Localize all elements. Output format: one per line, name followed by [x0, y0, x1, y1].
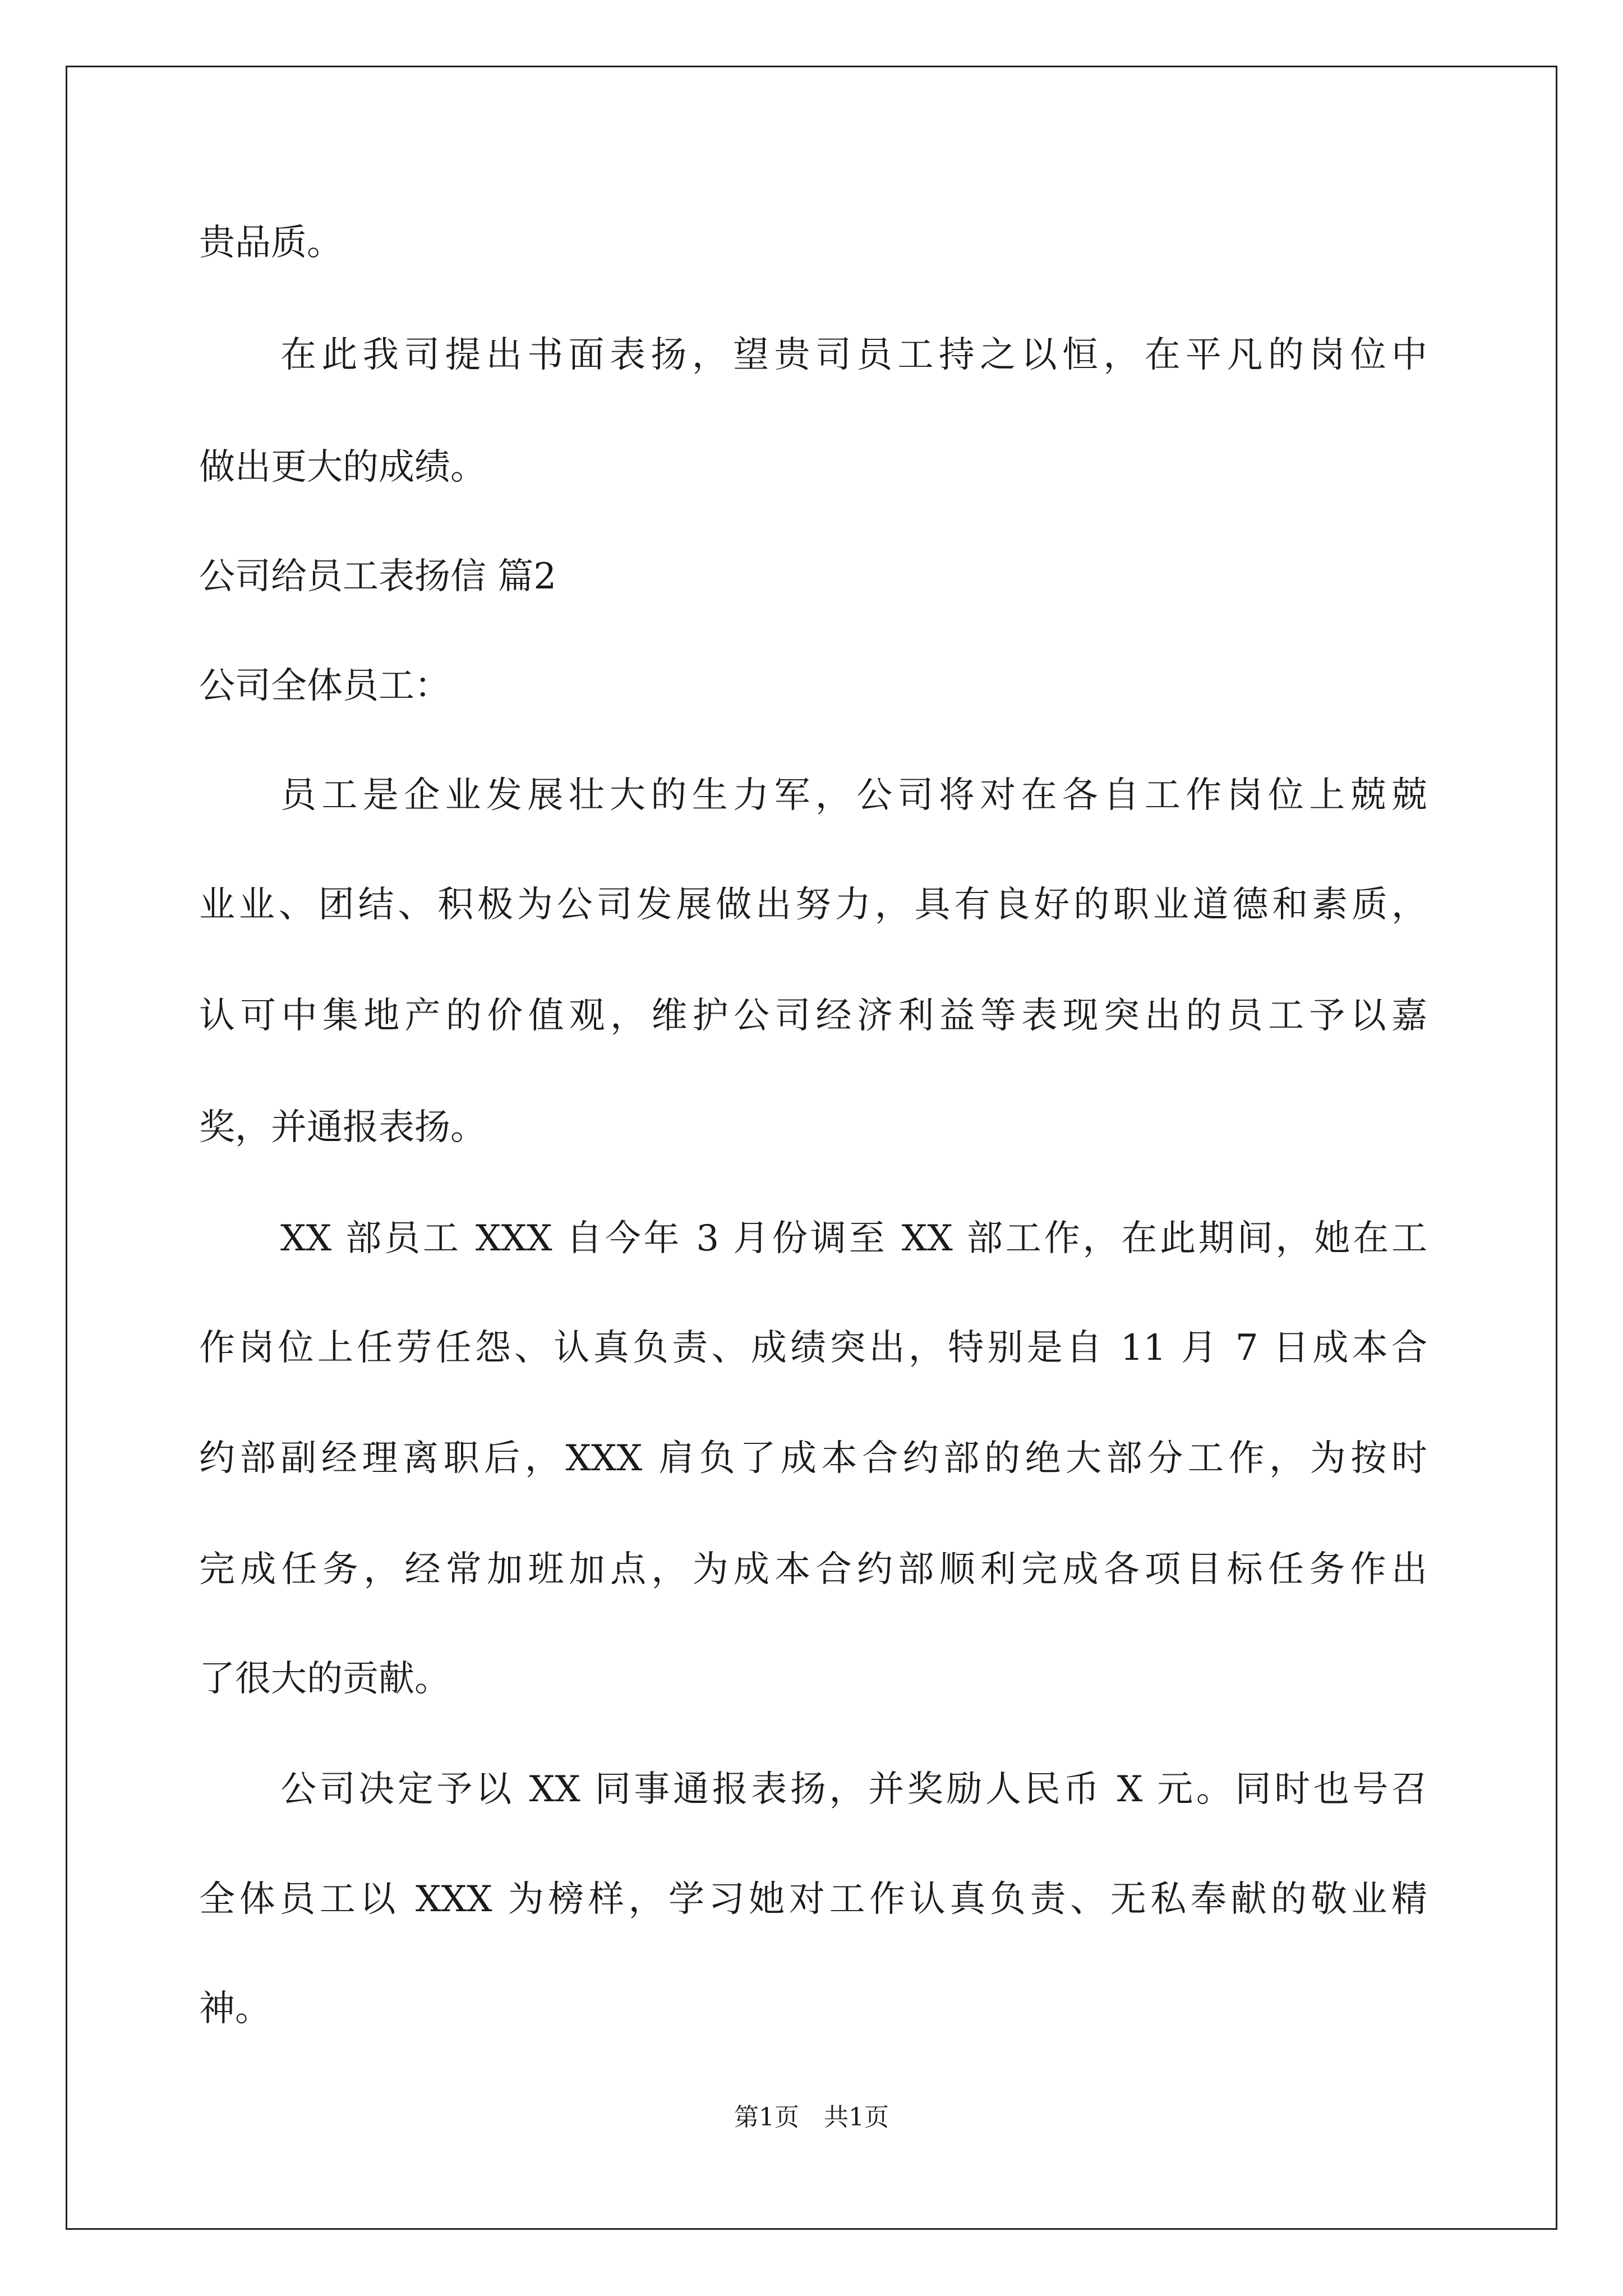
paragraph-line: 做出更大的成绩。: [199, 447, 486, 488]
paragraph-line: 员工是企业发展壮大的生力军，公司将对在各自工作岗位上兢兢: [280, 775, 1427, 816]
paragraph-line: 业业、团结、积极为公司发展做出努力，具有良好的职业道德和素质，: [199, 884, 1427, 926]
paragraph-line: 神。: [199, 1988, 271, 2030]
paragraph-line: 作岗位上任劳任怨、认真负责、成绩突出，特别是自 11 月 7 日成本合: [199, 1327, 1427, 1369]
paragraph-line: 了很大的贡献。: [199, 1658, 450, 1700]
section-heading: 公司给员工表扬信 篇2: [199, 556, 557, 597]
salutation: 公司全体员工：: [199, 665, 450, 707]
page-footer: 第1页 共1页: [734, 2103, 889, 2132]
paragraph-line: 在此我司提出书面表扬，望贵司员工持之以恒，在平凡的岗位中: [280, 334, 1427, 376]
paragraph-line: 认可中集地产的价值观，维护公司经济利益等表现突出的员工予以嘉: [199, 995, 1427, 1037]
paragraph-line: 公司决定予以 XX 同事通报表扬，并奖励人民币 X 元。同时也号召: [280, 1769, 1427, 1810]
paragraph-line: 全体员工以 XXX 为榜样，学习她对工作认真负责、无私奉献的敬业精: [199, 1879, 1427, 1920]
paragraph-line: 完成任务，经常加班加点，为成本合约部顺利完成各项目标任务作出: [199, 1549, 1427, 1590]
paragraph-line: 奖，并通报表扬。: [199, 1107, 486, 1148]
paragraph-line: XX 部员工 XXX 自今年 3 月份调至 XX 部工作，在此期间，她在工: [280, 1218, 1427, 1259]
paragraph-line: 贵品质。: [199, 222, 343, 264]
paragraph-line: 约部副经理离职后，XXX 肩负了成本合约部的绝大部分工作，为按时: [199, 1438, 1427, 1479]
